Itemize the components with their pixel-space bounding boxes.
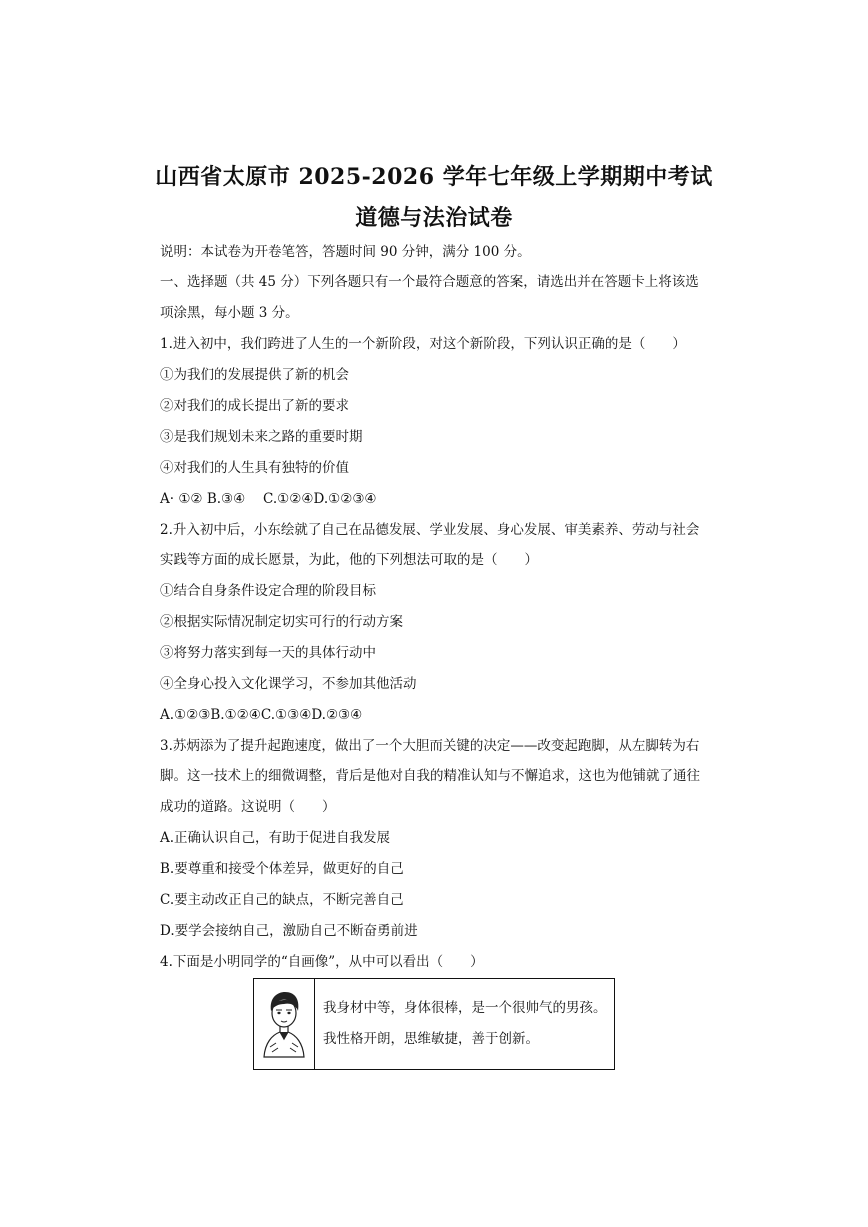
q1-statement-3: ③是我们规划未来之路的重要时期 (160, 429, 363, 445)
q2-stem-line1: 2.升入初中后，小东绘就了自己在品德发展、学业发展、身心发展、审美素养、劳动与社会 (160, 522, 700, 538)
q2-options: A.①②③B.①②④C.①③④D.②③④ (160, 707, 363, 723)
q1-stem: 1.进入初中，我们跨进了人生的一个新阶段，对这个新阶段，下列认识正确的是（ ） (160, 336, 686, 352)
q3-stem-line3: 成功的道路。这说明（ ） (160, 799, 336, 815)
self-portrait-box (253, 978, 615, 1070)
q3-option-c: C.要主动改正自己的缺点，不断完善自己 (160, 892, 404, 908)
exam-note: 说明：本试卷为开卷笔答，答题时间 90 分钟，满分 100 分。 (160, 244, 531, 260)
self-description-line1: 我身材中等，身体很棒，是一个很帅气的男孩。 (323, 1000, 607, 1016)
q3-stem-line1: 3.苏炳添为了提升起跑速度，做出了一个大胆而关键的决定——改变起跑脚，从左脚转为右 (160, 738, 700, 754)
q2-statement-3: ③将努力落实到每一天的具体行动中 (160, 645, 376, 661)
exam-subtitle: 道德与法治试卷 (355, 205, 513, 231)
section-instructions-line2: 项涂黑，每小题 3 分。 (160, 305, 299, 321)
q1-statement-2: ②对我们的成长提出了新的要求 (160, 398, 349, 414)
section-instructions-line1: 一、选择题（共 45 分）下列各题只有一个最符合题意的答案，请选出并在答题卡上将该选 (160, 274, 699, 290)
self-description (315, 979, 614, 1069)
q2-statement-2: ②根据实际情况制定切实可行的行动方案 (160, 614, 403, 630)
q3-stem-line2: 脚。这一技术上的细微调整，背后是他对自我的精准认知与不懈追求，这也为他铺就了通往 (160, 768, 700, 784)
q1-statement-1: ①为我们的发展提供了新的机会 (160, 367, 349, 383)
q3-option-d: D.要学会接纳自己，激励自己不断奋勇前进 (160, 923, 418, 939)
q2-stem-line2: 实践等方面的成长愿景，为此，他的下列想法可取的是（ ） (160, 552, 538, 568)
self-description-line2: 我性格开朗，思维敏捷，善于创新。 (323, 1031, 539, 1047)
q3-option-b: B.要尊重和接受个体差异，做更好的自己 (160, 861, 404, 877)
q2-statement-4: ④全身心投入文化课学习，不参加其他活动 (160, 676, 417, 692)
portrait-cell (254, 979, 315, 1069)
boy-portrait-icon (262, 989, 306, 1059)
exam-title: 山西省太原市 2025-2026 学年七年级上学期期中考试 (155, 164, 713, 190)
q2-statement-1: ①结合自身条件设定合理的阶段目标 (160, 583, 376, 599)
q3-option-a: A.正确认识自己，有助于促进自我发展 (160, 830, 391, 846)
q1-options: A· ①② B.③④ C.①②④D.①②③④ (160, 491, 377, 507)
q4-stem: 4.下面是小明同学的“自画像”，从中可以看出（ ） (160, 954, 484, 970)
q1-statement-4: ④对我们的人生具有独特的价值 (160, 460, 349, 476)
